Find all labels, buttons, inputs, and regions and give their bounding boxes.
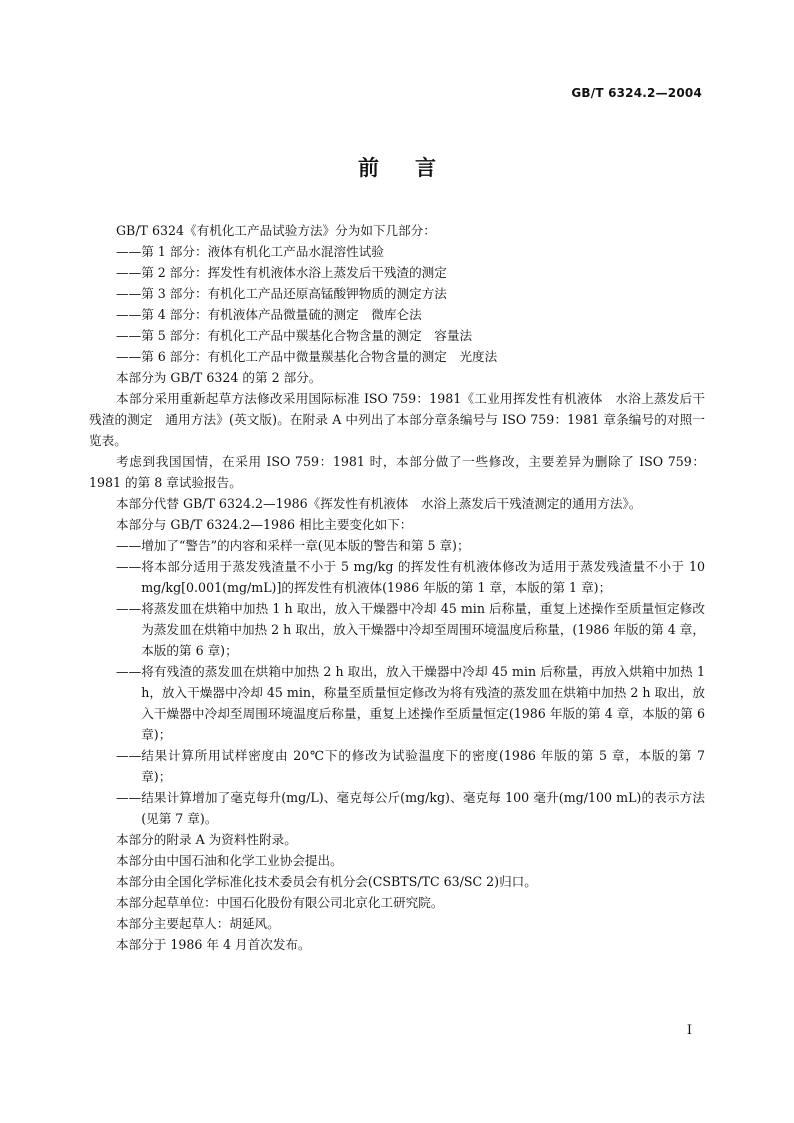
- list-item-change-4: —— 将有残渣的蒸发皿在烘箱中加热 2 h 取出，放入干燥器中冷却 45 min 后称量，再放入烘箱中加热 1 h，放入干燥器中冷却 45 min，称量至质量恒定修改为将有残渣的蒸发皿在烘箱中加热 2 h 取出，放入干燥器中冷却至周围环境温度后称量，重复上述操作至质量恒定(1986 年版的第 4 章，本版的第 6 章)；: [89, 661, 705, 745]
- standard-code: GB/T 6324.2—2004: [571, 86, 702, 100]
- list-item-part-2: —— 第 2 部分：挥发性有机液体水浴上蒸发后干残渣的测定: [89, 262, 705, 283]
- paragraph-modifications: 考虑到我国国情，在采用 ISO 759：1981 时，本部分做了一些修改，主要差异为删除了 ISO 759：1981 的第 8 章试验报告。: [89, 454, 705, 490]
- list-item-change-3: —— 将蒸发皿在烘箱中加热 1 h 取出，放入干燥器中冷却 45 min 后称量，重复上述操作至质量恒定修改为蒸发皿在烘箱中加热 2 h 取出，放入干燥器中冷却至周围环境温度后称量，(1986 年版的第 4 章，本版的第 6 章)；: [89, 598, 705, 661]
- list-item-part-6: —— 第 6 部分：有机化工产品中微量羰基化合物含量的测定 光度法: [89, 346, 705, 367]
- list-dash: ——: [116, 538, 142, 553]
- page-number: I: [686, 1023, 692, 1038]
- paragraph-first-issue: 本部分于 1986 年 4 月首次发布。: [116, 937, 311, 952]
- paragraph-proposer: 本部分由中国石油和化学工业协会提出。: [116, 853, 343, 868]
- foreword-body: [89, 220, 705, 955]
- list-dash: ——: [116, 601, 142, 616]
- list-dash: ——: [116, 559, 142, 574]
- list-item-part-5: —— 第 5 部分：有机化工产品中羰基化合物含量的测定 容量法: [89, 325, 705, 346]
- list-dash: ——: [116, 790, 142, 805]
- list-item-change-2: —— 将本部分适用于蒸发残渣量不小于 5 mg/kg 的挥发性有机液体修改为适用于蒸发残渣量不小于 10 mg/kg[0.001(mg/mL)]的挥发性有机液体(1986 年版的第 1 章，本版的第 1 章)；: [89, 556, 705, 598]
- list-item-change-1: —— 增加了“警告”的内容和采样一章(见本版的警告和第 5 章)；: [89, 535, 705, 556]
- list-item-part-4: —— 第 4 部分：有机液体产品微量硫的测定 微库仑法: [89, 304, 705, 325]
- paragraph-changes-intro: 本部分与 GB/T 6324.2—1986 相比主要变化如下：: [116, 517, 413, 532]
- list-item-change-5: —— 结果计算所用试样密度由 20℃下的修改为试验温度下的密度(1986 年版的第 5 章，本版的第 7 章)；: [89, 745, 705, 787]
- list-item-change-6: —— 结果计算增加了毫克每升(mg/L)、毫克每公斤(mg/kg)、毫克每 100 毫升(mg/100 mL)的表示方法(见第 7 章)。: [89, 787, 705, 829]
- list-dash: ——: [116, 748, 142, 763]
- paragraph-part-note: 本部分为 GB/T 6324 的第 2 部分。: [116, 370, 322, 385]
- list-dash: ——: [116, 244, 142, 259]
- paragraph-drafting-unit: 本部分起草单位：中国石化股份有限公司北京化工研究院。: [116, 895, 444, 910]
- list-dash: ——: [116, 664, 142, 679]
- list-dash: ——: [116, 307, 142, 322]
- paragraph-committee: 本部分由全国化学标准化技术委员会有机分会(CSBTS/TC 63/SC 2)归口。: [116, 874, 537, 889]
- paragraph-intro: GB/T 6324《有机化工产品试验方法》分为如下几部分：: [116, 223, 436, 238]
- list-item-part-3: —— 第 3 部分：有机化工产品还原高锰酸钾物质的测定方法: [89, 283, 705, 304]
- paragraph-adoption: 本部分采用重新起草方法修改采用国际标准 ISO 759：1981《工业用挥发性有机液体 水浴上蒸发后干残渣的测定 通用方法》(英文版)。在附录 A 中列出了本部分章条编号与 ISO 759：1981 章条编号的对照一览表。: [89, 391, 705, 448]
- list-dash: ——: [116, 328, 142, 343]
- list-dash: ——: [116, 265, 142, 280]
- paragraph-drafter: 本部分主要起草人：胡延风。: [116, 916, 280, 931]
- list-dash: ——: [116, 286, 142, 301]
- list-dash: ——: [116, 349, 142, 364]
- page-title: 前言: [358, 156, 472, 180]
- list-item-part-1: —— 第 1 部分：液体有机化工产品水混溶性试验: [89, 241, 705, 262]
- paragraph-replaces: 本部分代替 GB/T 6324.2—1986《挥发性有机液体 水浴上蒸发后干残渣测定的通用方法》。: [116, 496, 642, 511]
- paragraph-annex: 本部分的附录 A 为资料性附录。: [116, 832, 297, 847]
